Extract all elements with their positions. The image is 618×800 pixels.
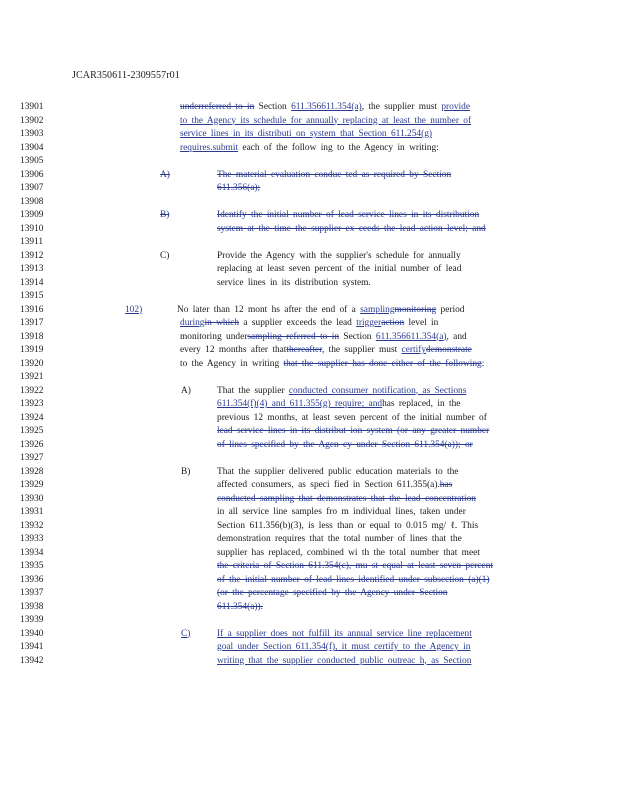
line-text (180, 128, 432, 140)
document-line (20, 641, 618, 653)
document-line (20, 115, 618, 127)
body-text: Section (254, 102, 292, 112)
line-text (217, 479, 452, 491)
line-text (217, 385, 466, 397)
body-text: a supplier exceeds the lead (239, 318, 357, 328)
line-text (180, 317, 438, 329)
line-text (180, 101, 470, 113)
line-text (217, 182, 260, 194)
line-number: 13911 (20, 237, 44, 247)
line-number: 13936 (20, 574, 44, 585)
inserted-text: 611.356611.354(a) (291, 102, 362, 112)
inserted-text: goal under Section 611.354(f), it must certify to the Agency in (217, 642, 471, 652)
line-number: 13930 (20, 493, 44, 504)
document-line (20, 236, 618, 248)
document-line (20, 263, 618, 275)
line-number: 13923 (20, 399, 44, 409)
subsection-label: A) (160, 169, 170, 180)
line-text (180, 142, 439, 154)
document-line (20, 182, 618, 194)
body-text: demonstration requires that the total number of lines that the (217, 534, 462, 544)
body-text: , and (446, 331, 467, 342)
inserted-text: service lines in its distributi on system that Section 611.254(g) (180, 129, 432, 139)
deleted-text: thereafter (286, 345, 322, 355)
line-text (217, 547, 480, 559)
document-line (20, 614, 618, 626)
body-text: previous 12 months, at least seven percent of the initial number of (217, 412, 487, 423)
body-text: Section (339, 331, 376, 342)
document-line (20, 398, 618, 410)
deleted-text: of lines specified by the Agen cy under Section 611.354(a)); or (217, 439, 473, 450)
line-text (217, 493, 476, 505)
document-line (20, 277, 618, 289)
subsection-label: 102) (125, 304, 143, 315)
line-number: 13937 (20, 588, 44, 598)
line-number: 13903 (20, 129, 44, 139)
line-text (217, 601, 263, 613)
line-number: 13918 (20, 331, 44, 342)
document-line (20, 574, 618, 586)
line-number: 13932 (20, 520, 44, 531)
document-line (20, 128, 618, 140)
line-text (217, 560, 493, 572)
body-text: each of the follow ing to the Agency in writing: (238, 142, 439, 153)
line-number: 13926 (20, 439, 44, 450)
document-line (20, 493, 618, 505)
line-text (180, 344, 472, 356)
deleted-text: The material evaluation conduc ted as required by Section (217, 169, 452, 180)
line-number: 13929 (20, 480, 44, 490)
subsection-label: B) (181, 466, 191, 477)
inserted-text: If a supplier does not fulfill its annual service line replacement (217, 628, 472, 639)
line-number: 13913 (20, 264, 44, 274)
document-line (20, 196, 618, 208)
document-line (20, 304, 618, 316)
line-text (217, 263, 461, 275)
body-text: period (436, 304, 465, 315)
line-number: 13904 (20, 142, 44, 153)
document-line (20, 452, 618, 464)
body-text: has replaced, in the (382, 399, 461, 409)
document-line (20, 466, 618, 478)
document-line (20, 587, 618, 599)
line-number: 13901 (20, 102, 44, 112)
body-text: That the supplier (217, 385, 289, 396)
document-line (20, 533, 618, 545)
line-number: 13935 (20, 561, 44, 571)
deleted-text: sampling referred to in (247, 331, 340, 342)
line-number: 13934 (20, 547, 44, 558)
document-header: JCAR350611-2309557r01 (72, 70, 180, 81)
body-text: monitoring under (180, 331, 248, 342)
document-line (20, 223, 618, 235)
document-line (20, 169, 618, 181)
line-number: 13927 (20, 453, 44, 463)
inserted-text: writing that the supplier conducted public outreac h, as Section (217, 655, 472, 666)
line-text (217, 169, 451, 181)
line-text (217, 223, 486, 235)
deleted-text: in which (204, 318, 240, 328)
line-text (217, 412, 487, 424)
body-text: That the supplier delivered public education materials to the (217, 466, 459, 477)
line-text (217, 398, 460, 410)
inserted-text: during (180, 318, 205, 328)
line-text (217, 250, 461, 262)
line-text (217, 628, 472, 640)
line-number: 13938 (20, 601, 44, 612)
line-number: 13905 (20, 156, 44, 166)
line-number: 13914 (20, 277, 44, 288)
body-text: to the Agency in writing (180, 358, 284, 369)
deleted-text: monitoring (394, 304, 437, 315)
line-text (217, 466, 458, 478)
subsection-label: A) (181, 385, 191, 396)
line-text (217, 209, 479, 221)
document-line (20, 601, 618, 613)
line-text (217, 425, 489, 437)
line-number: 13922 (20, 385, 44, 396)
deleted-text: 611.356(a); (217, 183, 261, 193)
document-line (20, 101, 618, 113)
deleted-text: lead service lines in its distribut ion system (or any greater number (217, 426, 490, 436)
line-number: 13925 (20, 426, 44, 436)
document-line (20, 250, 618, 262)
body-text: supplier has replaced, combined wi th the total number that meet (217, 547, 480, 558)
document-line (20, 520, 618, 532)
line-number: 13939 (20, 615, 44, 625)
document-line (20, 385, 618, 397)
deleted-text: (or the percentage specified by the Agency under Section (217, 588, 448, 598)
inserted-text: requires.submit (180, 142, 239, 153)
line-text (180, 331, 467, 343)
line-text (217, 641, 470, 653)
inserted-text: to the Agency its schedule for annually replacing at least the number of (180, 115, 472, 126)
document-line (20, 506, 618, 518)
line-number: 13928 (20, 466, 44, 477)
inserted-text: provide (441, 102, 470, 112)
line-text (177, 304, 465, 316)
line-text (217, 520, 478, 532)
line-number: 13919 (20, 345, 44, 355)
document-line (20, 290, 618, 302)
inserted-text: sampling (360, 304, 395, 315)
body-text: replacing at least seven percent of the initial number of lead (217, 264, 462, 274)
subsection-label: C) (160, 250, 170, 261)
body-text: Section 611.356(b)(3), is less than or equal to 0.015 mg/ ℓ. This (217, 520, 479, 531)
deleted-text: the criteria of Section 611.354(c), mu st equal at least seven percent (217, 561, 493, 571)
line-number: 13906 (20, 169, 44, 180)
document-line (20, 425, 618, 437)
line-number: 13916 (20, 304, 44, 315)
deleted-text: of the initial number of lead lines identified under subsection (a)(1) (217, 574, 490, 585)
deleted-text: underreferred to in (180, 102, 255, 112)
line-number: 13907 (20, 183, 44, 193)
subsection-label: C) (181, 628, 191, 639)
deleted-text: conducted sampling that demonstrates that the lead concentration (217, 493, 476, 504)
body-text: in all service line samples fro m individual lines, taken under (217, 507, 466, 517)
deleted-text: demonstrate (426, 345, 472, 355)
line-number: 13940 (20, 628, 44, 639)
line-text (180, 358, 484, 370)
deleted-text: action (381, 318, 405, 328)
document-line (20, 628, 618, 640)
inserted-text: conducted consumer notification, as Sections (288, 385, 467, 396)
body-text: , the supplier must (361, 102, 442, 112)
body-text: affected consumers, as speci fied in Section 611.355(a). (217, 480, 440, 490)
deleted-text: 611.354(a)). (217, 601, 263, 612)
line-number: 13917 (20, 318, 44, 328)
document-line (20, 655, 618, 667)
subsection-label: B) (160, 210, 170, 220)
document-line (20, 317, 618, 329)
body-text: No later than 12 mont hs after the end of a (177, 304, 361, 315)
document-line (20, 142, 618, 154)
inserted-text: 611.356611.354(a) (375, 331, 447, 342)
line-text (217, 506, 466, 518)
document-line (20, 412, 618, 424)
line-number: 13908 (20, 196, 44, 207)
line-text (217, 439, 473, 451)
deleted-text: system at the time the supplier ex ceeds the lead action level; and (217, 223, 486, 234)
document-line (20, 358, 618, 370)
line-number: 13921 (20, 372, 44, 382)
line-text (217, 587, 448, 599)
document-line (20, 331, 618, 343)
line-number: 13915 (20, 291, 44, 301)
line-number: 13941 (20, 642, 44, 652)
inserted-text: trigger (356, 318, 382, 328)
document-line (20, 155, 618, 167)
deleted-text: Identify the initial number of lead service lines in its distribution (217, 210, 480, 220)
document-line (20, 479, 618, 491)
line-text (217, 277, 371, 289)
body-text: level in (404, 318, 439, 328)
body-text: , the supplier must (321, 345, 402, 355)
line-number: 13902 (20, 115, 44, 126)
body-text: Provide the Agency with the supplier's schedule for annually (217, 250, 461, 261)
line-text (180, 115, 471, 127)
inserted-text: certify (401, 345, 427, 355)
line-text (217, 533, 462, 545)
inserted-text: 611.354(f)(4) and 611.355(g) require; and (217, 399, 383, 409)
line-text (217, 574, 490, 586)
document-line (20, 344, 618, 356)
line-number: 13933 (20, 534, 44, 544)
line-text (217, 655, 471, 667)
document-line (20, 547, 618, 559)
deleted-text: that the supplier has done either of the following (283, 358, 482, 369)
body-text: service lines in its distribution system. (217, 277, 371, 288)
document-line (20, 560, 618, 572)
line-number: 13912 (20, 250, 44, 261)
line-number: 13920 (20, 358, 44, 369)
document-line (20, 371, 618, 383)
body-text: : (481, 358, 485, 369)
line-number: 13931 (20, 507, 44, 517)
line-number: 13909 (20, 210, 44, 220)
body-text: every 12 months after that (180, 345, 287, 355)
line-number: 13924 (20, 412, 44, 423)
line-number: 13910 (20, 223, 44, 234)
deleted-text: has (439, 480, 453, 490)
document-line (20, 439, 618, 451)
line-number: 13942 (20, 655, 44, 666)
document-line (20, 209, 618, 221)
